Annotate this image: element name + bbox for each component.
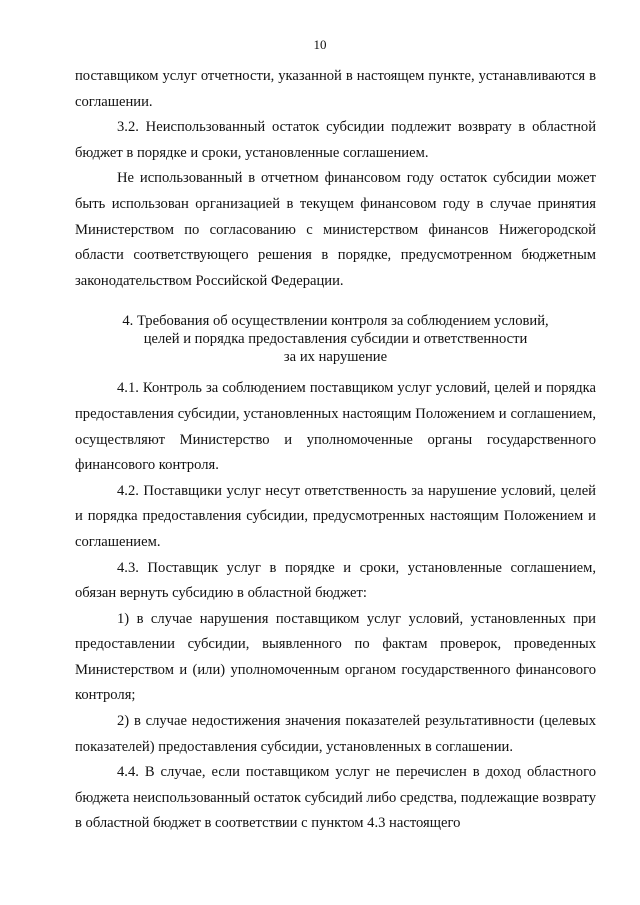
- paragraph-4-1: 4.1. Контроль за соблюдением поставщиком услуг условий, целей и порядка предоставления субсидии, установленных настоящим Положением и соглашением, осуществляют Министерство и уполномоченные органы государственного финансового контроля.: [75, 380, 596, 474]
- paragraph-4-2: 4.2. Поставщики услуг несут ответственность за нарушение условий, целей и порядка предоставления субсидии, предусмотренных настоящим Положением и соглашением.: [75, 482, 596, 550]
- paragraph-3-2: 3.2. Неиспользованный остаток субсидии подлежит возврату в областной бюджет в порядке и сроки, установленные соглашением.: [75, 119, 596, 161]
- paragraph-unused-balance: Не использованный в отчетном финансовом году остаток субсидии может быть использован организацией в текущем финансовом году в случае принятия Министерством по согласованию с министерством финансов Нижегородской области соответствующего решения в порядке, предусмотренном бюджетным законодательством Российской Федерации.: [75, 170, 596, 289]
- section-heading-line: за их нарушение: [283, 349, 388, 366]
- section-heading-line: целей и порядка предоставления субсидии и ответственности: [143, 331, 528, 348]
- page-number: 10: [313, 37, 327, 52]
- section-heading-line: 4. Требования об осуществлении контроля за соблюдением условий,: [122, 313, 549, 330]
- paragraph-continuation: поставщиком услуг отчетности, указанной в настоящем пункте, устанавливаются в соглашении.: [75, 68, 596, 110]
- paragraph-4-3: 4.3. Поставщик услуг в порядке и сроки, установленные соглашением, обязан вернуть субсидию в областной бюджет:: [75, 559, 596, 602]
- document-body: [75, 64, 596, 837]
- paragraph-4-3-item-1: 1) в случае нарушения поставщиком услуг условий, установленных при предоставлении субсидии, выявленного по фактам проверок, проведенных Министерством и (или) уполномоченным органом государственного финансового контроля;: [75, 610, 596, 704]
- paragraph-4-3-item-2: 2) в случае недостижения значения показателей результативности (целевых показателей) предоставления субсидии, установленных в соглашении.: [75, 713, 596, 755]
- paragraph-4-4: 4.4. В случае, если поставщиком услуг не перечислен в доход областного бюджета неиспользованный остаток субсидий либо средства, подлежащие возврату в областной бюджет в соответствии с пунктом 4.3 настоящего: [75, 764, 596, 832]
- section-heading-4: [75, 312, 596, 366]
